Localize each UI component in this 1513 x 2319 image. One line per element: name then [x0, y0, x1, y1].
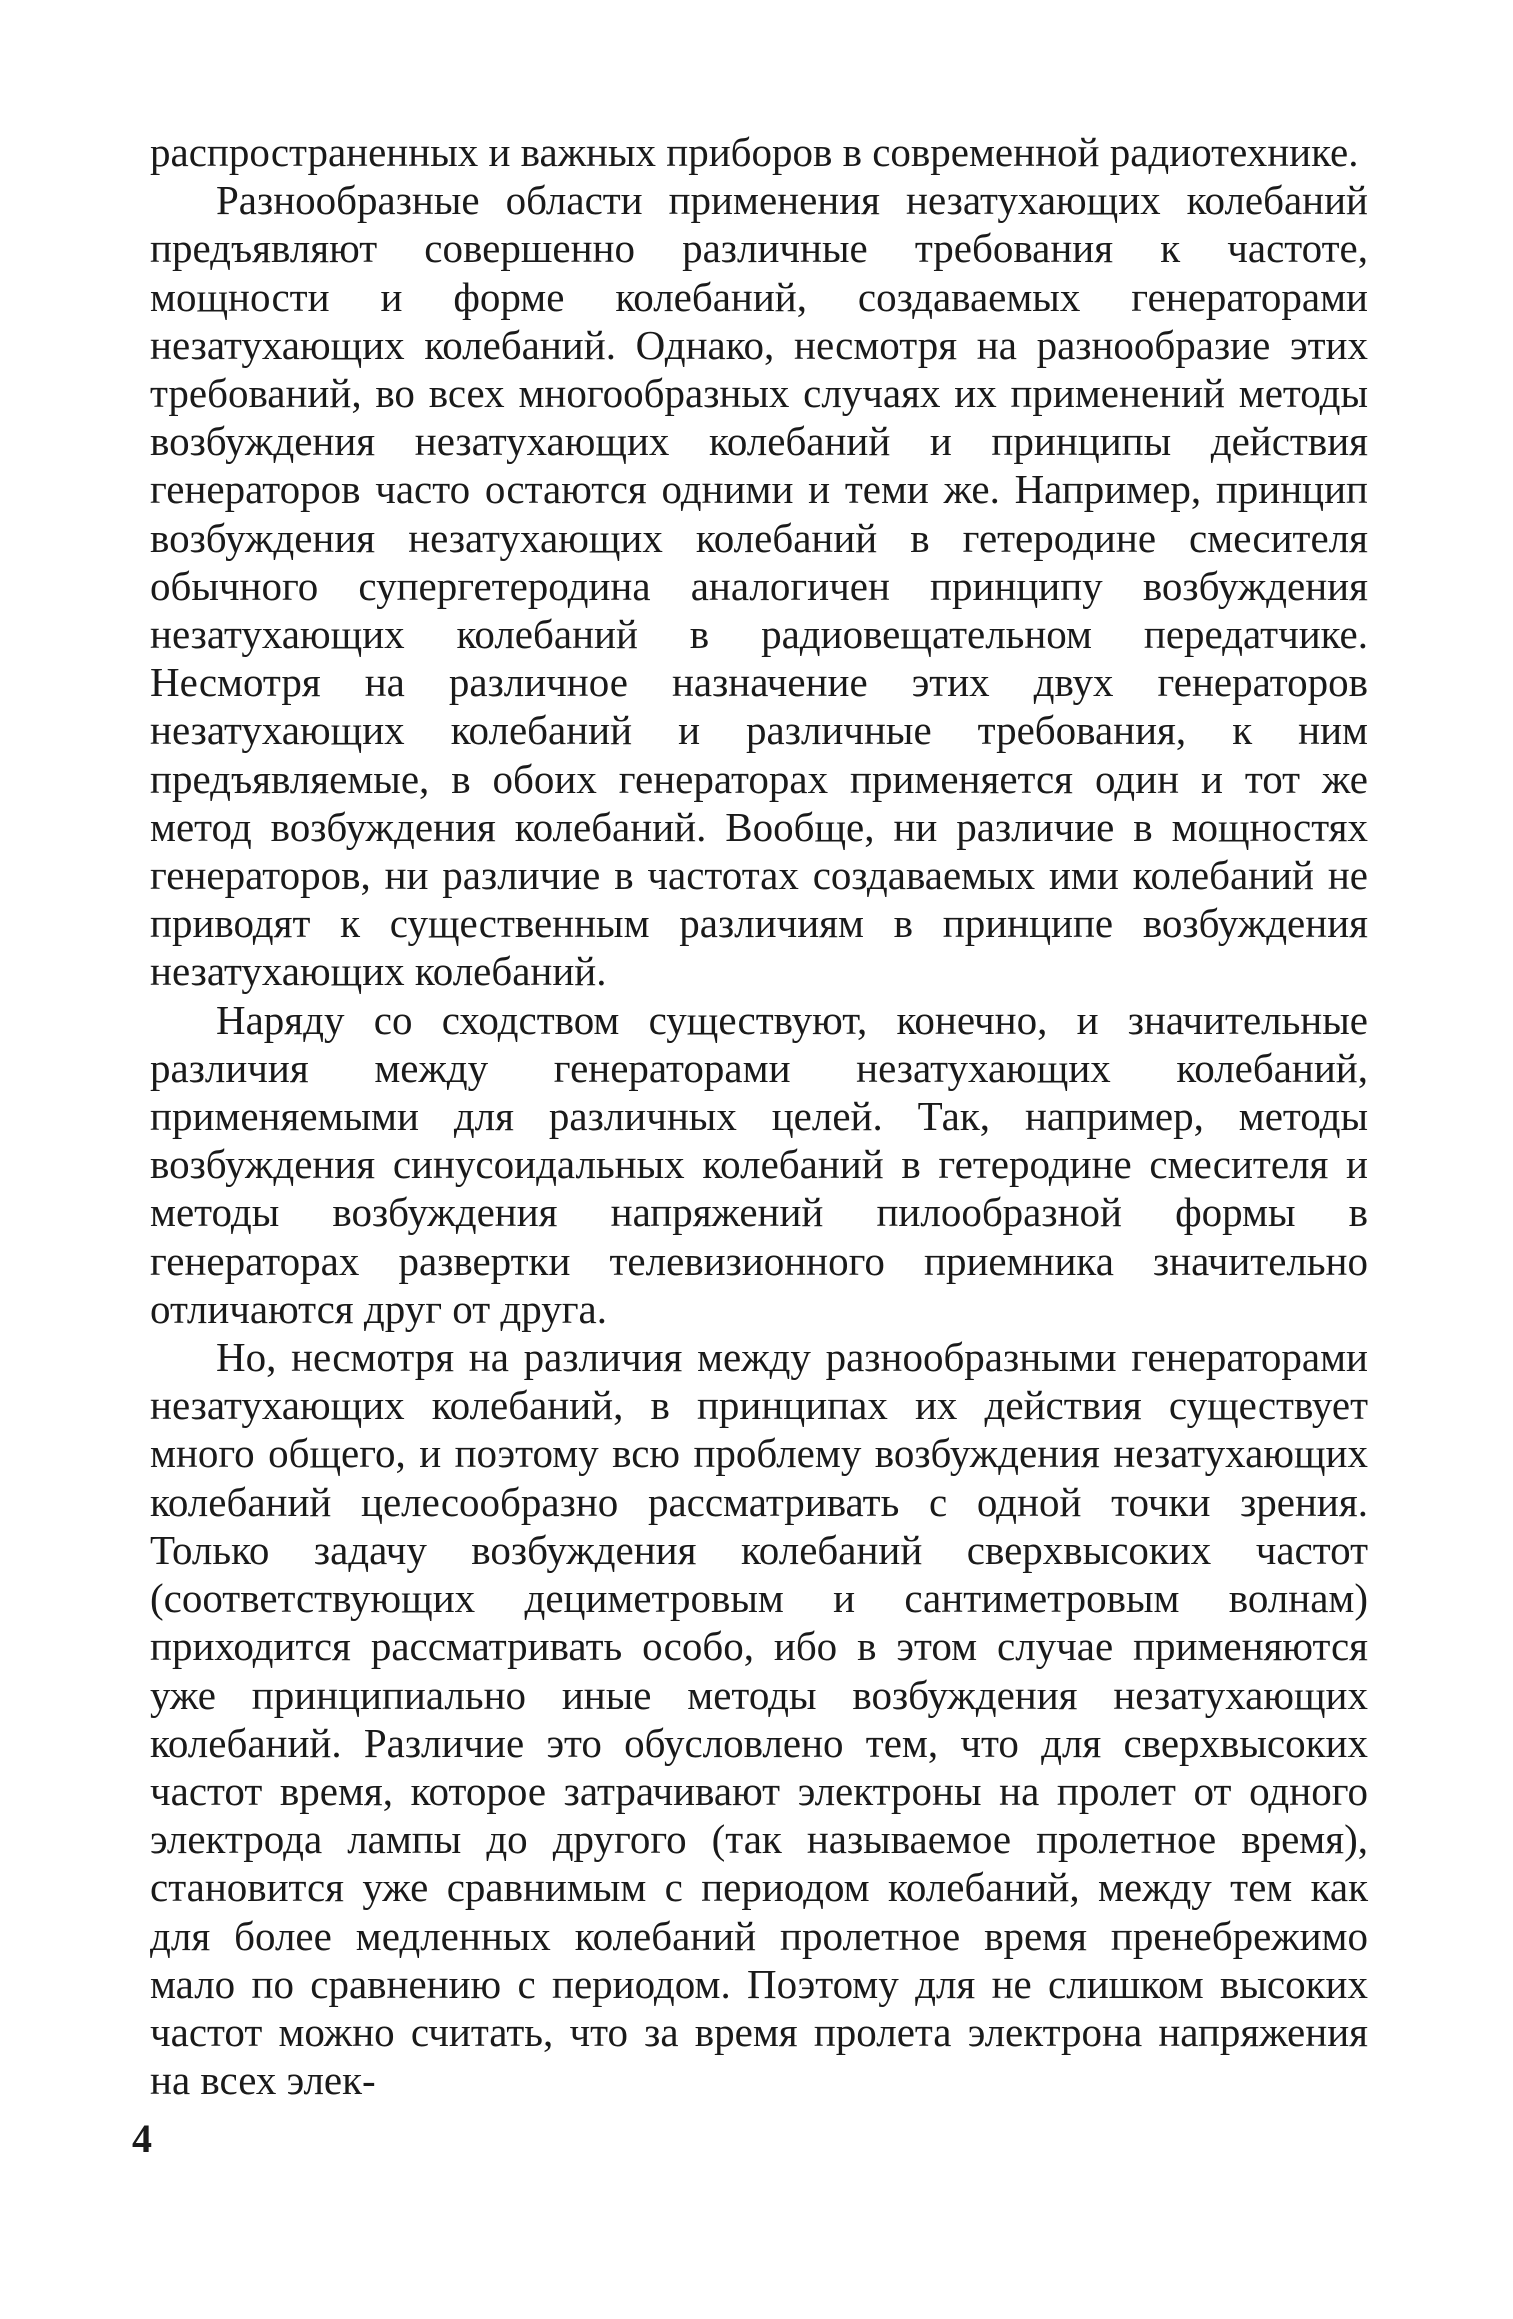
paragraph-applications: Разнообразные области применения незатухающих колебаний предъявляют совершенно различные требования к частоте, мощности и форме колебаний, создаваемых генераторами незатухающих колебаний. Однако, несмотря на разнообразие этих требований, во всех многообразных случаях их применений методы возбуждения незатухающих колебаний и принципы действия генераторов часто остаются одними и теми же. Например, принцип возбуждения незатухающих колебаний в гетеродине смесителя обычного супергетеродина аналогичен принципу возбуждения незатухающих колебаний в радиовещательном передатчике. Несмотря на различное назначение этих двух генераторов незатухающих колебаний и различные требования, к ним предъявляемые, в обоих генераторах применяется один и тот же метод возбуждения колебаний. Вообще, ни различие в мощностях генераторов, ни различие в частотах создаваемых ими колебаний не приводят к существенным различиям в принципе возбуждения незатухающих колебаний. [150, 177, 1368, 995]
page-body [150, 128, 1368, 2104]
page-number: 4 [132, 2116, 152, 2161]
paragraph-differences: Наряду со сходством существуют, конечно, и значительные различия между генераторами незатухающих колебаний, применяемыми для различных целей. Так, например, методы возбуждения синусоидальных колебаний в гетеродине смесителя и методы возбуждения напряжений пилообразной формы в генераторах развертки телевизионного приемника значительно отличаются друг от друга. [150, 996, 1368, 1332]
paragraph-continuation: распространенных и важных приборов в современной радиотехнике. [150, 129, 1359, 175]
paragraph-common-principles: Но, несмотря на различия между разнообразными генераторами незатухающих колебаний, в принципах их действия существует много общего, и поэтому всю проблему возбуждения незатухающих колебаний целесообразно рассматривать с одной точки зрения. Только задачу возбуждения колебаний сверхвысоких частот (соответствующих дециметровым и сантиметровым волнам) приходится рассматривать особо, ибо в этом случае применяются уже принципиально иные методы возбуждения незатухающих колебаний. Различие это обусловлено тем, что для сверхвысоких частот время, которое затрачивают электроны на пролет от одного электрода лампы до другого (так называемое пролетное время), становится уже сравнимым с периодом колебаний, между тем как для более медленных колебаний пролетное время пренебрежимо мало по сравнению с периодом. Поэтому для не слишком высоких частот можно считать, что за время пролета электрона напряжения на всех элек- [150, 1334, 1368, 2104]
